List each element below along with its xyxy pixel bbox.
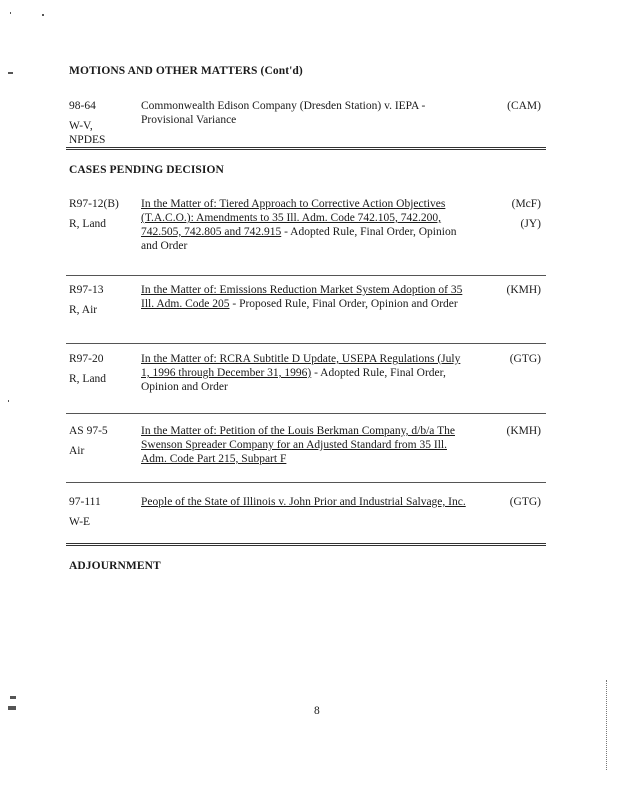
motion-attorney-code: (CAM) (507, 100, 541, 112)
case-category: Air (69, 445, 85, 457)
case-id-column (69, 283, 139, 317)
motion-number: 98-64 (69, 100, 96, 112)
case-description (141, 495, 471, 509)
case-id-column (69, 197, 139, 231)
case-number: 97-111 (69, 496, 101, 508)
scan-speck (42, 14, 44, 16)
case-id-column (69, 352, 139, 386)
case-number: R97-20 (69, 353, 104, 365)
case-title-link: In the Matter of: RCRA Subtitle D Update, USEPA Regulations (July 1, 1996 through December 31, 1996) (141, 353, 461, 379)
scan-speck (8, 706, 16, 710)
case-attorney-code-2: (JY) (520, 218, 541, 230)
divider (66, 482, 546, 483)
divider (66, 543, 546, 546)
case-title-link: In the Matter of: Tiered Approach to Corrective Action Objectives (T.A.C.O.): Amendments to 35 Ill. Adm. Code 742.105, 742.200, 742.505, 742.805 and 742.915 (141, 198, 446, 238)
divider (66, 147, 546, 150)
scan-speck (8, 72, 13, 74)
motion-category: W-V, (69, 120, 93, 132)
case-attorney-codes (481, 197, 541, 231)
case-category: R, Land (69, 218, 107, 230)
case-title-link: In the Matter of: Emissions Reduction Market System Adoption of 35 Ill. Adm. Code 205 (141, 284, 463, 310)
motion-category-2: NPDES (69, 134, 106, 146)
case-title-link: People of the State of Illinois v. John Prior and Industrial Salvage, Inc. (141, 496, 466, 508)
scan-speck (8, 400, 9, 402)
scan-speck (10, 696, 16, 699)
case-description (141, 197, 471, 253)
cases-pending-heading: CASES PENDING DECISION (69, 164, 224, 176)
case-category: W-E (69, 516, 91, 528)
case-attorney-code: (GTG) (509, 496, 541, 508)
divider (66, 275, 546, 276)
motion-description (141, 99, 471, 127)
divider (66, 413, 546, 414)
case-category: R, Land (69, 373, 107, 385)
scan-edge-mark (606, 680, 608, 770)
case-id-column (69, 424, 139, 458)
case-number: AS 97-5 (69, 425, 108, 437)
motion-id-column (69, 99, 139, 147)
case-status: - Adopted Rule, Final Order, Opinion and Order (141, 226, 457, 252)
motions-heading: MOTIONS AND OTHER MATTERS (Cont'd) (69, 65, 303, 77)
case-description (141, 283, 471, 311)
case-attorney-code: (KMH) (506, 284, 541, 296)
case-number: R97-12(B) (69, 198, 119, 210)
divider (66, 343, 546, 344)
case-attorney-code: (KMH) (506, 425, 541, 437)
scan-speck (10, 12, 11, 14)
case-number: R97-13 (69, 284, 104, 296)
case-description (141, 424, 471, 466)
case-status: - Adopted Rule, Final Order, Opinion and Order (141, 367, 446, 393)
adjournment-heading: ADJOURNMENT (69, 560, 161, 572)
case-attorney-code: (GTG) (509, 353, 541, 365)
case-status: - Proposed Rule, Final Order, Opinion and Order (229, 298, 458, 310)
motion-description-text: Commonwealth Edison Company (Dresden Station) v. IEPA - Provisional Variance (141, 100, 426, 126)
page-number: 8 (314, 705, 320, 717)
case-title-link: In the Matter of: Petition of the Louis Berkman Company, d/b/a The Swenson Spreader Company for an Adjusted Standard from 35 Ill. Adm. Code Part 215, Subpart F (141, 425, 455, 465)
case-category: R, Air (69, 304, 98, 316)
case-attorney-code: (McF) (511, 198, 541, 210)
case-id-column (69, 495, 139, 529)
case-description (141, 352, 471, 394)
